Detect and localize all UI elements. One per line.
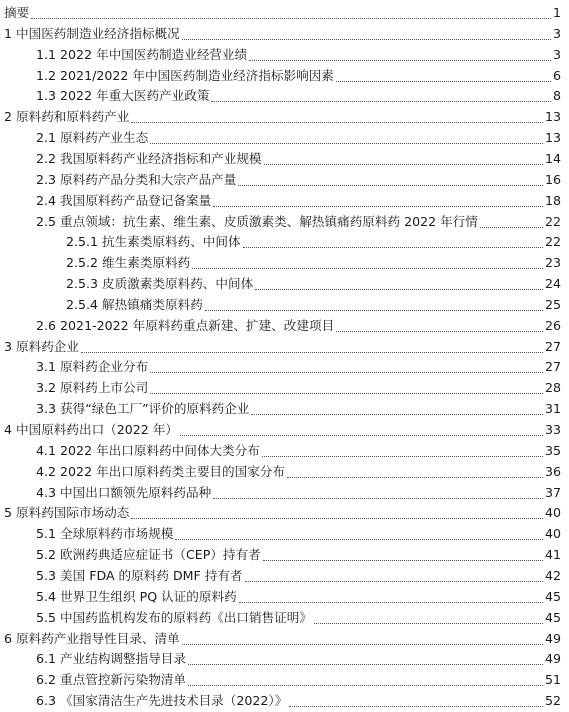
toc-entry-title: 5 原料药国际市场动态 <box>4 505 130 521</box>
toc-entry <box>0 169 569 191</box>
toc-entry-page-number: 26 <box>544 317 561 333</box>
toc-entry-page-number: 45 <box>544 588 561 604</box>
toc-entry <box>0 565 569 587</box>
toc-entry-link[interactable] <box>4 2 561 24</box>
toc-dot-leader <box>81 352 543 353</box>
toc-dot-leader <box>192 268 543 269</box>
toc-entry-title: 4 中国原料药出口（2022 年） <box>4 422 179 437</box>
toc-dot-leader <box>243 247 543 248</box>
toc-dot-leader <box>205 310 543 311</box>
toc-dot-leader <box>263 560 543 561</box>
toc-entry-link[interactable] <box>36 211 561 233</box>
toc-entry-title: 2.3 原料药产品分类和大宗产品产量 <box>36 171 237 187</box>
toc-dot-leader <box>211 101 551 102</box>
toc-entry-title: 6.3 《国家清洁生产先进技术目录（2022）》 <box>36 693 288 709</box>
toc-entry-link[interactable] <box>36 356 561 378</box>
toc-entry-title: 2.2 我国原料药产业经济指标和产业规模 <box>36 150 262 166</box>
toc-entry <box>0 440 569 462</box>
toc-entry <box>0 377 569 399</box>
toc-entry-link[interactable] <box>36 461 561 483</box>
toc-dot-leader <box>239 602 543 603</box>
toc-entry <box>0 190 569 212</box>
toc-entry-link[interactable] <box>4 628 561 650</box>
toc-entry-page-number: 13 <box>544 130 561 146</box>
toc-dot-leader <box>336 81 551 82</box>
toc-entry-title: 2.4 我国原料药产品登记备案量 <box>36 192 212 208</box>
toc-dot-leader <box>150 372 543 373</box>
toc-entry-page-number: 3 <box>552 46 561 62</box>
toc-dot-leader <box>251 414 543 415</box>
toc-entry <box>0 231 569 253</box>
toc-dot-leader <box>213 498 543 499</box>
toc-entry-title: 5.4 世界卫生组织 PQ 认证的原料药 <box>36 588 237 604</box>
toc-dot-leader <box>182 644 543 645</box>
toc-dot-leader <box>314 623 543 624</box>
toc-entry-title: 摘要 <box>4 5 30 20</box>
toc-entry-page-number: 22 <box>544 213 561 229</box>
toc-entry-title: 6.2 重点管控新污染物清单 <box>36 672 186 688</box>
toc-entry <box>0 544 569 566</box>
toc-entry <box>0 607 569 629</box>
toc-entry <box>0 211 569 233</box>
toc-entry <box>0 669 569 691</box>
toc-entry-page-number: 45 <box>544 609 561 625</box>
toc-entry-title: 3.1 原料药企业分布 <box>36 359 149 375</box>
toc-entry-page-number: 42 <box>544 567 561 583</box>
toc-entry <box>0 44 569 66</box>
toc-dot-leader <box>262 456 543 457</box>
toc-entry <box>0 648 569 670</box>
toc-entry <box>0 127 569 149</box>
toc-entry-page-number: 16 <box>544 171 561 187</box>
toc-entry-link[interactable] <box>4 419 561 441</box>
toc-entry-page-number: 37 <box>544 484 561 500</box>
toc-entry-page-number: 28 <box>544 380 561 396</box>
toc-entry-title: 1.3 2022 年重大医药产业政策 <box>36 88 210 104</box>
toc-entry-title: 3.3 获得“绿色工厂”评价的原料药企业 <box>36 401 250 417</box>
toc-dot-leader <box>131 122 543 123</box>
toc-entry <box>0 148 569 170</box>
toc-entry-link[interactable] <box>36 586 561 608</box>
toc-entry-link[interactable] <box>4 106 561 128</box>
toc-dot-leader <box>287 477 543 478</box>
toc-entry-page-number: 51 <box>544 672 561 688</box>
toc-entry-title: 4.2 2022 年出口原料药类主要目的国家分布 <box>36 463 285 479</box>
toc-dot-leader <box>336 331 543 332</box>
toc-entry-title: 4.3 中国出口额领先原料药品种 <box>36 484 212 500</box>
toc-entry <box>0 106 569 128</box>
toc-entry-link[interactable] <box>4 336 561 358</box>
toc-entry-title: 5.5 中国药监机构发布的原料药《出口销售证明》 <box>36 609 312 625</box>
toc-entry-link[interactable] <box>36 544 561 566</box>
toc-entry-link[interactable] <box>36 127 561 149</box>
toc-entry-link[interactable] <box>36 148 561 170</box>
toc-entry-title: 4.1 2022 年出口原料药中间体大类分布 <box>36 442 260 458</box>
toc-entry-title: 1.2 2021/2022 年中国医药制造业经济指标影响因素 <box>36 67 334 83</box>
toc-entry-link[interactable] <box>4 23 561 45</box>
toc-entry-page-number: 8 <box>552 88 561 104</box>
toc-entry-link[interactable] <box>36 315 561 337</box>
toc-entry-link[interactable] <box>36 669 561 691</box>
toc-dot-leader <box>249 60 551 61</box>
toc-entry-title: 2 原料药和原料药产业 <box>4 109 130 125</box>
toc-entry-title: 3 原料药企业 <box>4 338 79 354</box>
toc-dot-leader <box>150 143 543 144</box>
toc-entry <box>0 294 569 316</box>
toc-entry-page-number: 27 <box>544 338 561 354</box>
toc-entry-title: 1.1 2022 年中国医药制造业经营业绩 <box>36 46 248 62</box>
toc-entry <box>0 356 569 378</box>
toc-entry-page-number: 40 <box>544 526 561 542</box>
toc-dot-leader <box>188 664 543 665</box>
toc-entry-title: 5.2 欧洲药典适应症证书（CEP）持有者 <box>36 547 261 563</box>
toc-entry-link[interactable] <box>36 482 561 504</box>
toc-entry-title: 5.1 全球原料药市场规模 <box>36 526 174 542</box>
toc-entry-title: 1 中国医药制造业经济指标概况 <box>4 25 180 41</box>
toc-entry <box>0 252 569 274</box>
toc-entry-page-number: 52 <box>544 693 561 709</box>
toc-entry <box>0 65 569 87</box>
toc-entry-page-number: 40 <box>544 505 561 521</box>
toc-entry-title: 3.2 原料药上市公司 <box>36 380 149 396</box>
toc-dot-leader <box>188 685 543 686</box>
toc-dot-leader <box>150 393 543 394</box>
toc-entry-link[interactable] <box>36 690 561 712</box>
toc-entry-title: 2.5.2 维生素类原料药 <box>66 255 191 271</box>
toc-entry <box>0 398 569 420</box>
toc-entry <box>0 523 569 545</box>
toc-entry-page-number: 3 <box>552 25 561 41</box>
toc-entry-page-number: 41 <box>544 547 561 563</box>
toc-entry-page-number: 49 <box>544 651 561 667</box>
toc-dot-leader <box>213 206 543 207</box>
toc-entry-page-number: 36 <box>544 463 561 479</box>
toc-entry <box>0 273 569 295</box>
toc-dot-leader <box>255 289 543 290</box>
toc-entry-link[interactable] <box>36 523 561 545</box>
toc-entry <box>0 502 569 524</box>
toc-entry-link[interactable] <box>4 502 561 524</box>
toc-dot-leader <box>264 164 543 165</box>
toc-entry-link[interactable] <box>36 85 561 107</box>
toc-entry-page-number: 27 <box>544 359 561 375</box>
toc-entry-page-number: 6 <box>552 67 561 83</box>
toc-entry-title: 2.1 原料药产业生态 <box>36 130 149 146</box>
toc-entry-title: 2.5.4 解热镇痛类原料药 <box>66 296 203 312</box>
toc-entry-title: 2.5 重点领域：抗生素、维生素、皮质激素类、解热镇痛药原料药 2022 年行情 <box>36 213 478 229</box>
toc-entry <box>0 628 569 650</box>
toc-entry-page-number: 24 <box>544 276 561 292</box>
toc-entry-link[interactable] <box>66 273 561 295</box>
toc-dot-leader <box>180 435 543 436</box>
toc-entry <box>0 2 569 24</box>
toc-dot-leader <box>182 39 551 40</box>
toc-dot-leader <box>31 18 551 19</box>
toc-entry-page-number: 49 <box>544 630 561 646</box>
toc-entry-link[interactable] <box>36 190 561 212</box>
toc-entry <box>0 690 569 712</box>
toc-entry <box>0 85 569 107</box>
toc-entry-link[interactable] <box>36 607 561 629</box>
toc-entry <box>0 336 569 358</box>
toc-entry-title: 5.3 美国 FDA 的原料药 DMF 持有者 <box>36 567 243 583</box>
toc-dot-leader <box>289 706 543 707</box>
toc-entry <box>0 315 569 337</box>
toc-entry-link[interactable] <box>36 440 561 462</box>
toc-entry-page-number: 33 <box>544 422 561 437</box>
toc-entry-link[interactable] <box>36 65 561 87</box>
toc-entry-page-number: 35 <box>544 442 561 458</box>
toc-entry-title: 6.1 产业结构调整指导目录 <box>36 651 186 667</box>
toc-entry-link[interactable] <box>66 252 561 274</box>
toc-entry-link[interactable] <box>66 294 561 316</box>
toc-dot-leader <box>480 227 543 228</box>
toc-entry-title: 2.5.3 皮质激素类原料药、中间体 <box>66 276 254 292</box>
toc-entry-link[interactable] <box>36 169 561 191</box>
toc-entry-link[interactable] <box>36 565 561 587</box>
toc-entry <box>0 461 569 483</box>
toc-entry-page-number: 23 <box>544 255 561 271</box>
toc-entry-link[interactable] <box>66 231 561 253</box>
toc-entry-page-number: 1 <box>552 5 561 20</box>
toc-entry-title: 6 原料药产业指导性目录、清单 <box>4 630 180 646</box>
toc-dot-leader <box>175 539 543 540</box>
toc-dot-leader <box>238 185 543 186</box>
toc-entry-page-number: 18 <box>544 192 561 208</box>
toc-entry-link[interactable] <box>36 44 561 66</box>
toc-dot-leader <box>131 518 543 519</box>
toc-entry-link[interactable] <box>36 377 561 399</box>
toc-dot-leader <box>245 581 543 582</box>
toc-entry-title: 2.5.1 抗生素类原料药、中间体 <box>66 234 241 250</box>
toc-entry-page-number: 22 <box>544 234 561 250</box>
toc-entry-title: 2.6 2021-2022 年原料药重点新建、扩建、改建项目 <box>36 317 335 333</box>
toc-entry <box>0 23 569 45</box>
toc-entry-page-number: 31 <box>544 401 561 417</box>
toc-entry <box>0 482 569 504</box>
toc-entry-page-number: 25 <box>544 296 561 312</box>
toc-entry-link[interactable] <box>36 648 561 670</box>
toc-entry <box>0 419 569 441</box>
toc-entry <box>0 586 569 608</box>
toc-entry-page-number: 14 <box>544 150 561 166</box>
toc-entry-page-number: 13 <box>544 109 561 125</box>
toc-entry-link[interactable] <box>36 398 561 420</box>
